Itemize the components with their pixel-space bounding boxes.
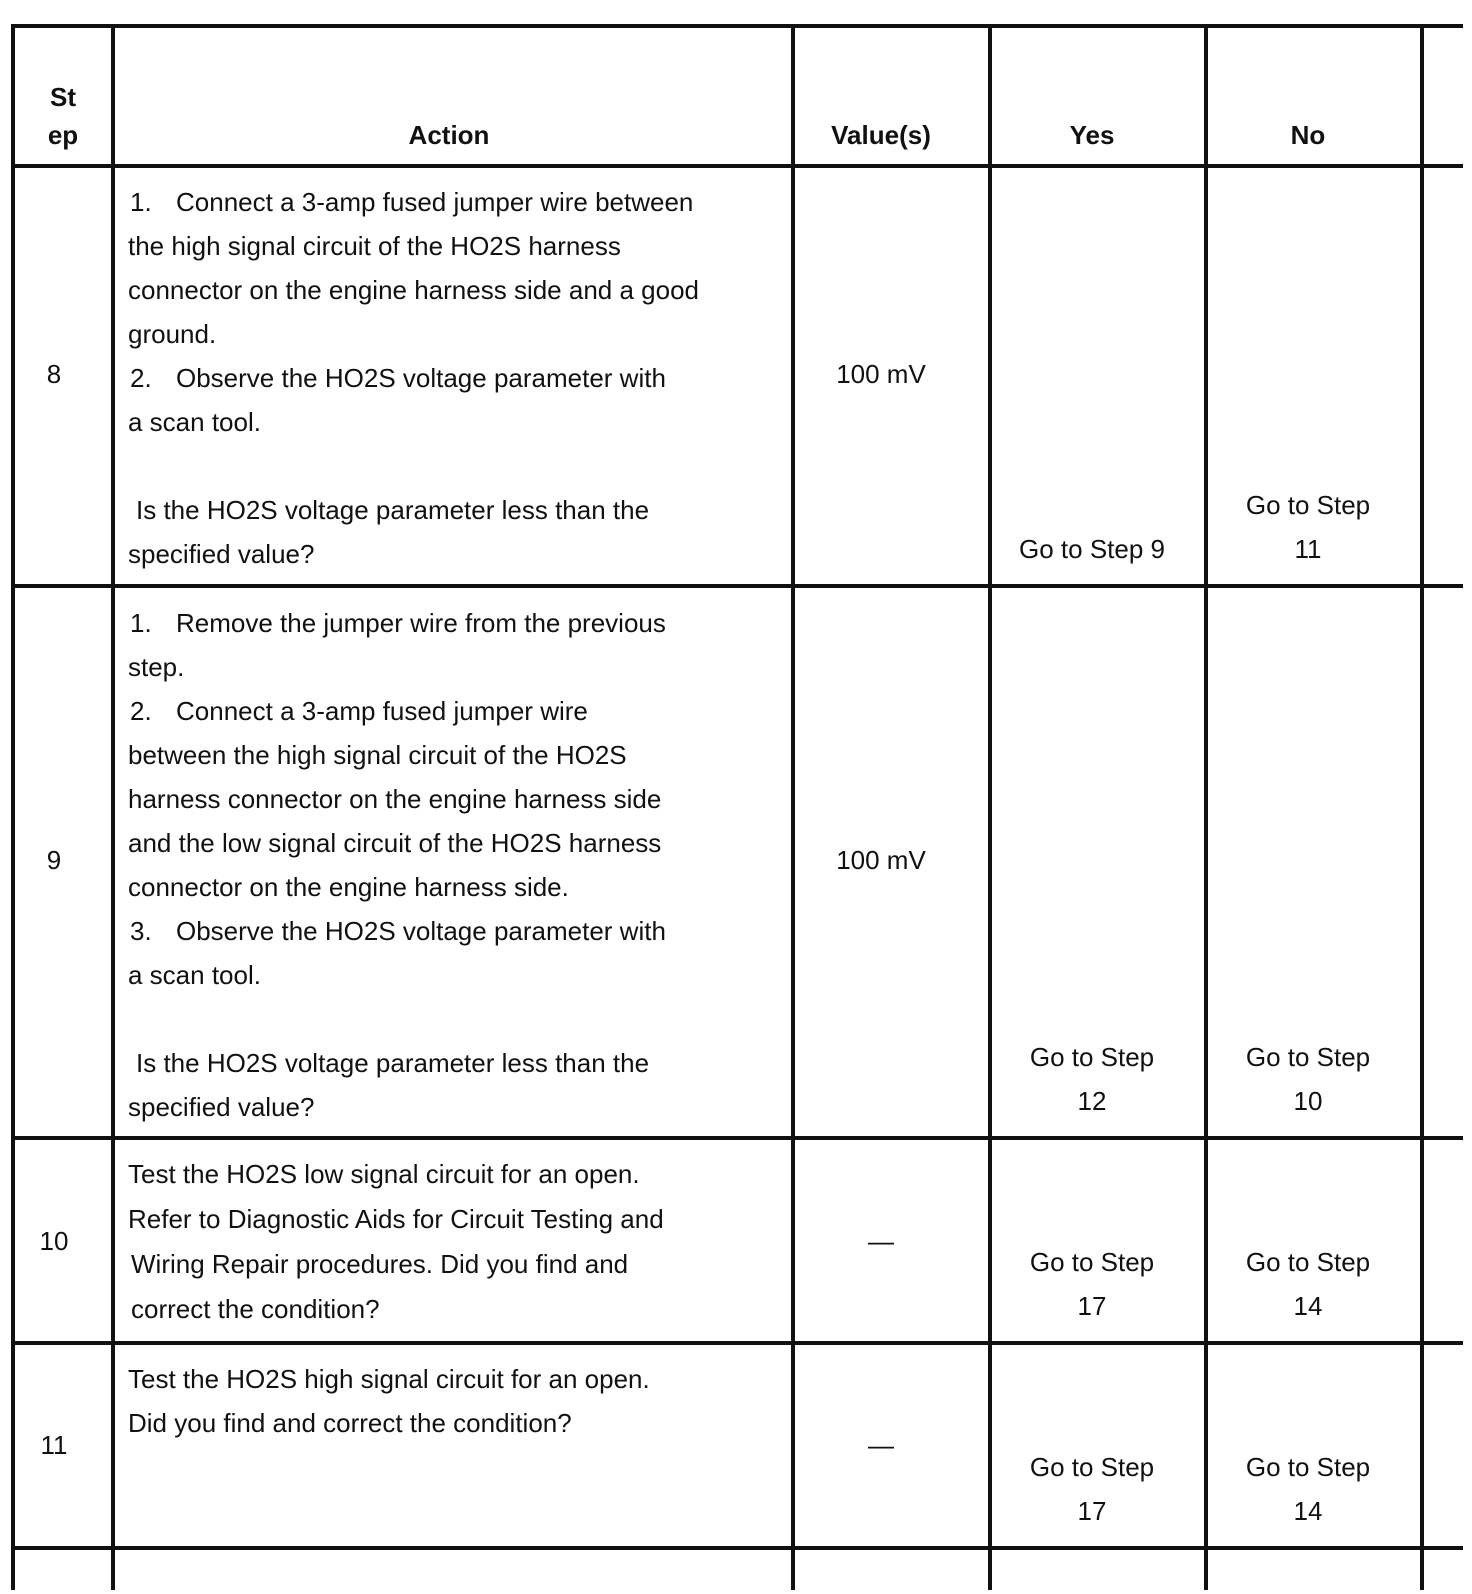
header-yes: Yes: [1069, 120, 1115, 150]
yes-link: Go to Step 12: [1029, 1042, 1155, 1116]
value-text: —: [868, 1430, 894, 1460]
yes-link: Go to Step 17: [1029, 1452, 1155, 1526]
step-number: 9: [46, 845, 62, 875]
no-link: Go to Step 14: [1245, 1452, 1371, 1526]
table-border-left: [11, 24, 15, 1590]
table-border-top: [11, 24, 1463, 28]
column-divider: [1204, 24, 1208, 1590]
row-divider: [11, 584, 1463, 588]
action-text: Test the HO2S low signal circuit for an open. Refer to Diagnostic Aids for Circuit Testing and Wiring Repair procedures. Did you find and correct the condition?: [128, 1159, 664, 1324]
value-text: —: [868, 1226, 894, 1256]
no-link: Go to Step 14: [1245, 1247, 1371, 1321]
action-text: Test the HO2S high signal circuit for an open. Did you find and correct the condition?: [128, 1364, 650, 1438]
table-border-bottom: [11, 1546, 1463, 1550]
row-divider: [11, 1341, 1463, 1345]
diagnostic-table: [11, 24, 1463, 1590]
row-divider: [11, 1136, 1463, 1140]
column-divider: [988, 24, 992, 1590]
yes-link: Go to Step 9: [1019, 534, 1165, 564]
step-number: 11: [40, 1430, 68, 1460]
no-link: Go to Step 10: [1245, 1042, 1371, 1116]
column-divider: [791, 24, 795, 1590]
column-divider: [111, 24, 115, 1590]
header-no: No: [1290, 120, 1326, 150]
header-values: Value(s): [831, 120, 931, 150]
header-step: St ep: [47, 82, 79, 150]
action-text: 1. Remove the jumper wire from the previous step. 2. Connect a 3-amp fused jumper wire between the high signal circuit of the HO2S harness connector on the engine harness side and the low signal circuit of the HO2S harness connector on the engine harness side. 3. Observe the HO2S voltage parameter with a scan tool. Is the HO2S voltage parameter less than the specified value?: [128, 608, 666, 1122]
step-number: 10: [39, 1226, 69, 1256]
yes-link: Go to Step 17: [1029, 1247, 1155, 1321]
action-text: 1. Connect a 3-amp fused jumper wire between the high signal circuit of the HO2S harness connector on the engine harness side and a good ground. 2. Observe the HO2S voltage parameter with a scan tool. Is the HO2S voltage parameter less than the specified value?: [128, 187, 699, 569]
value-text: 100 mV: [836, 359, 926, 389]
table-border-right: [1420, 24, 1424, 1590]
header-action: Action: [408, 120, 490, 150]
no-link: Go to Step 11: [1245, 490, 1371, 564]
row-divider: [11, 164, 1463, 168]
value-text: 100 mV: [836, 845, 926, 875]
step-number: 8: [46, 359, 62, 389]
